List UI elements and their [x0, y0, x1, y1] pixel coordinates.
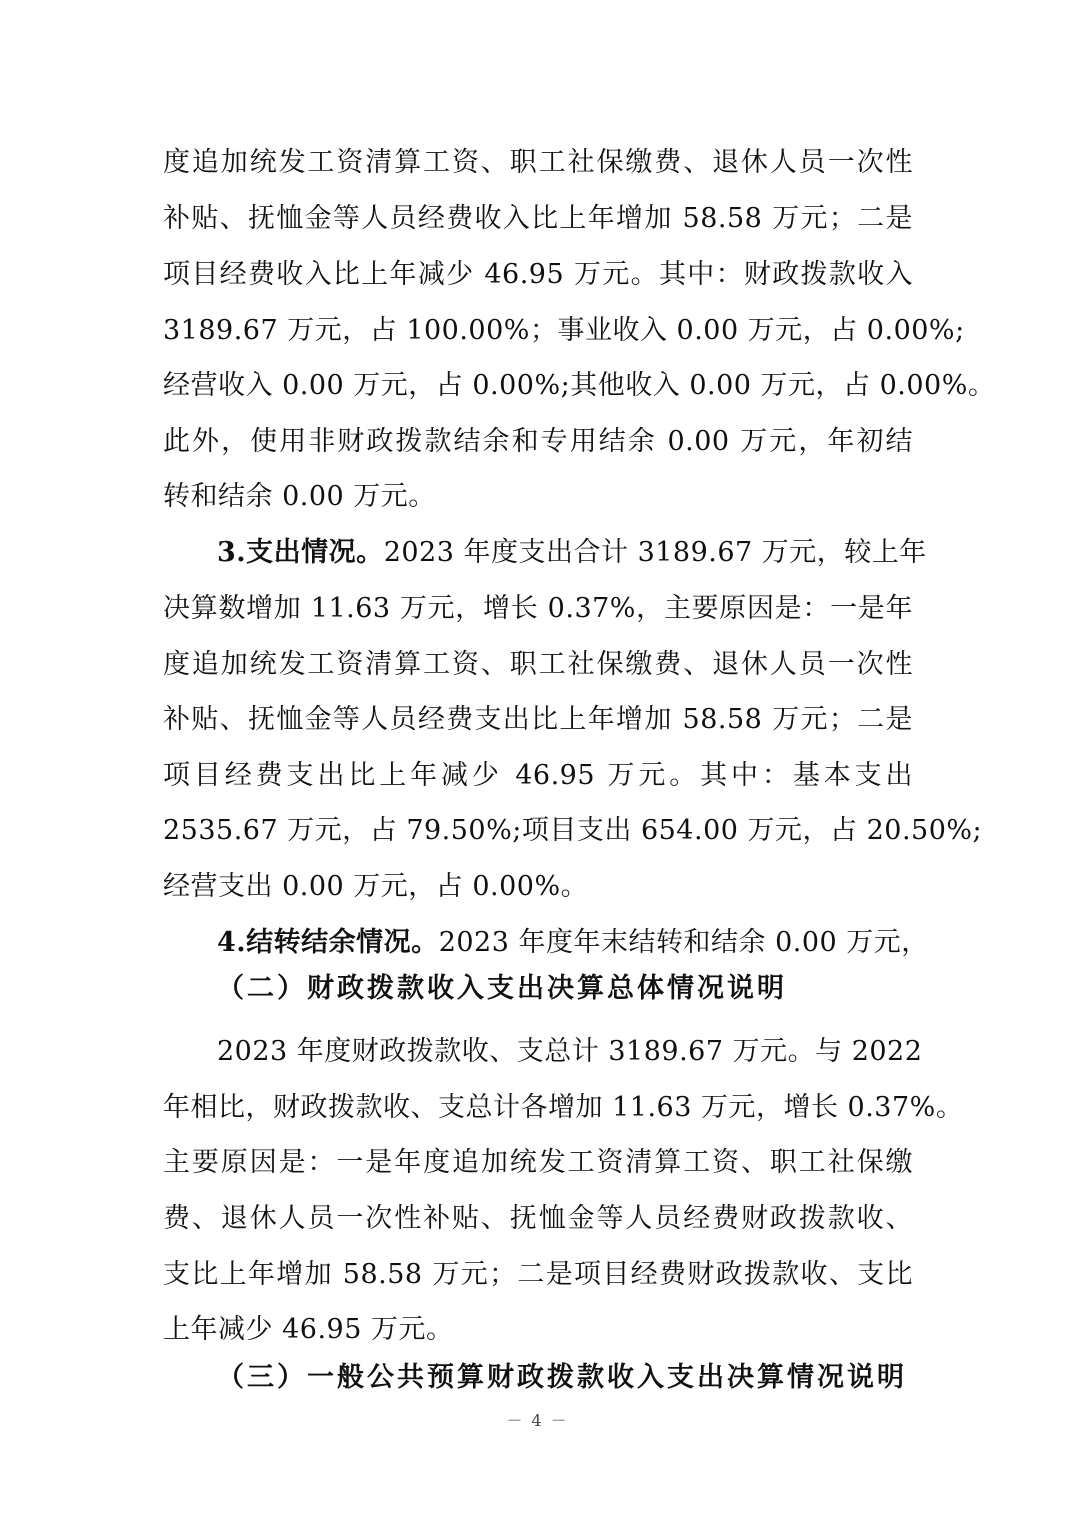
paragraph-income-line: 项目经费收入比上年减少 46.95 万元。其中：财政拨款收入	[163, 259, 913, 290]
section3-line: 经营支出 0.00 万元，占 0.00%。	[163, 871, 589, 902]
paragraph-income-line: 3189.67 万元，占 100.00%；事业收入 0.00 万元，占 0.00%;	[163, 315, 965, 346]
section4-first-line	[217, 925, 929, 961]
paragraph-income-line: 转和结余 0.00 万元。	[163, 481, 436, 512]
section3-line: 决算数增加 11.63 万元，增长 0.37%，主要原因是：一是年	[163, 593, 913, 624]
section4-label: 4.结转结余情况。	[217, 927, 439, 958]
section3-label: 3.支出情况。	[217, 537, 384, 568]
paragraph-fiscal-line: 年相比，财政拨款收、支总计各增加 11.63 万元，增长 0.37%。	[163, 1092, 964, 1123]
section-heading-3: （三）一般公共预算财政拨款收入支出决算情况说明	[217, 1362, 907, 1393]
section3-line: 2535.67 万元，占 79.50%;项目支出 654.00 万元，占 20.50%;	[163, 815, 983, 846]
paragraph-fiscal-line: 上年减少 46.95 万元。	[163, 1314, 454, 1345]
section3-line: 项目经费支出比上年减少 46.95 万元。其中：基本支出	[163, 760, 913, 791]
paragraph-fiscal-line: 支比上年增加 58.58 万元；二是项目经费财政拨款收、支比	[163, 1259, 913, 1290]
paragraph-income-line: 此外，使用非财政拨款结余和专用结余 0.00 万元，年初结	[163, 426, 913, 457]
page-number: － 4 －	[506, 1411, 569, 1430]
section3-first-line	[217, 535, 927, 571]
paragraph-income-line: 度追加统发工资清算工资、职工社保缴费、退休人员一次性	[163, 147, 913, 178]
paragraph-income-line: 经营收入 0.00 万元，占 0.00%;其他收入 0.00 万元，占 0.00%。	[163, 370, 996, 401]
paragraph-fiscal-line: 费、退休人员一次性补贴、抚恤金等人员经费财政拨款收、	[163, 1203, 913, 1234]
paragraph-income-line: 补贴、抚恤金等人员经费收入比上年增加 58.58 万元；二是	[163, 203, 913, 234]
section3-line: 补贴、抚恤金等人员经费支出比上年增加 58.58 万元；二是	[163, 704, 913, 735]
paragraph-fiscal-line: 主要原因是：一是年度追加统发工资清算工资、职工社保缴	[163, 1147, 913, 1178]
section3-first-line-text: 2023 年度支出合计 3189.67 万元，较上年	[383, 537, 927, 568]
section-heading-2: （二）财政拨款收入支出决算总体情况说明	[217, 973, 787, 1004]
section4-first-line-text: 2023 年度年末结转和结余 0.00 万元，	[438, 927, 929, 958]
section3-line: 度追加统发工资清算工资、职工社保缴费、退休人员一次性	[163, 649, 913, 680]
paragraph-fiscal-line: 2023 年度财政拨款收、支总计 3189.67 万元。与 2022	[217, 1036, 923, 1067]
